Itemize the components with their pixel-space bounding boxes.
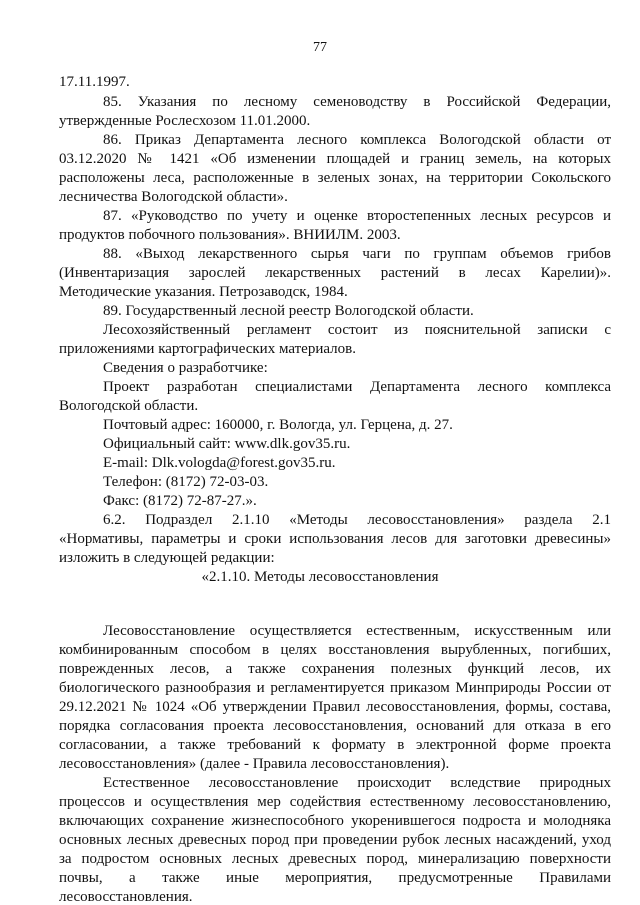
- text-line: Методические указания. Петрозаводск, 1984.: [59, 284, 348, 300]
- text-line: 03.12.2020 № 1421 «Об изменении площадей и границ земель, на которых: [59, 151, 611, 167]
- text-line: «Нормативы, параметры и сроки использования лесов для заготовки древесины»: [59, 531, 611, 547]
- text-line: основных лесных древесных пород при проведении рубок лесных насаждений, уход: [59, 832, 611, 848]
- text-line: поврежденных лесов, а также сохранения полезных функций лесов, их: [59, 661, 611, 677]
- text-line: порядка согласования проекта лесовосстановления, оснований для отказа в его: [59, 718, 611, 734]
- paragraph-line: Естественное лесовосстановление происходит вследствие природных: [103, 775, 611, 791]
- text-line: почвы, а также иные мероприятия, предусмотренные Правилами: [59, 870, 611, 886]
- text-line: продуктов побочного пользования». ВНИИЛМ. 2003.: [59, 227, 401, 243]
- text-line: расположены леса, расположенные в зеленых зонах, на территории Сокольского: [59, 170, 611, 186]
- text-line: утвержденные Рослесхозом 11.01.2000.: [59, 113, 311, 129]
- developer-heading: Сведения о разработчике:: [103, 360, 268, 376]
- text-line: лесничества Вологодской области».: [59, 189, 288, 205]
- text-line: за подростом основных лесных древесных пород, минерализацию поверхности: [59, 851, 611, 867]
- text-line: 29.12.2021 № 1024 «Об утверждении Правил лесовосстановления, формы, состава,: [59, 699, 611, 715]
- text-line: лесовосстановления» (далее - Правила лесовосстановления).: [59, 756, 450, 772]
- list-item-87: 87. «Руководство по учету и оценке второстепенных лесных ресурсов и: [103, 208, 611, 224]
- text-line: Вологодской области.: [59, 398, 199, 414]
- text-line: (Инвентаризация зарослей лекарственных растений в лесах Карелии)».: [59, 265, 611, 281]
- fax: Факс: (8172) 72-87-27.».: [103, 493, 257, 509]
- list-item-88: 88. «Выход лекарственного сырья чаги по группам объемов грибов: [103, 246, 611, 262]
- paragraph-line: Лесохозяйственный регламент состоит из пояснительной записки с: [103, 322, 611, 338]
- text-line: процессов и осуществления мер содействия естественному лесовосстановлению,: [59, 794, 611, 810]
- text-line: комбинированным способом в целях восстановления вырубленных, погибших,: [59, 642, 611, 658]
- text-line: 17.11.1997.: [59, 74, 130, 90]
- text-line: биологического разнообразия и регламентируется приказом Минприроды России от: [59, 680, 611, 696]
- paragraph-line: Проект разработан специалистами Департамента лесного комплекса: [103, 379, 611, 395]
- text-line: изложить в следующей редакции:: [59, 550, 275, 566]
- postal-address: Почтовый адрес: 160000, г. Вологда, ул. Герцена, д. 27.: [103, 417, 453, 433]
- text-line: включающих сохранение жизнеспособного укоренившегося подроста и молодняка: [59, 813, 611, 829]
- text-line: лесовосстановления.: [59, 889, 193, 905]
- section-heading: «2.1.10. Методы лесовосстановления: [201, 569, 439, 585]
- paragraph-line: Лесовосстановление осуществляется естественным, искусственным или: [103, 623, 611, 639]
- list-item-86: 86. Приказ Департамента лесного комплекса Вологодской области от: [103, 132, 611, 148]
- list-item-85: 85. Указания по лесному семеноводству в Российской Федерации,: [103, 94, 611, 110]
- website: Официальный сайт: www.dlk.gov35.ru.: [103, 436, 351, 452]
- text-line: согласовании, а также требований к формату в электронной форме проекта: [59, 737, 611, 753]
- phone: Телефон: (8172) 72-03-03.: [103, 474, 269, 490]
- list-item-89: 89. Государственный лесной реестр Вологодской области.: [103, 303, 474, 319]
- text-line: приложениями картографических материалов.: [59, 341, 356, 357]
- email: E-mail: Dlk.vologda@forest.gov35.ru.: [103, 455, 336, 471]
- page-number: 77: [313, 40, 327, 55]
- paragraph-line: 6.2. Подраздел 2.1.10 «Методы лесовосстановления» раздела 2.1: [103, 512, 611, 528]
